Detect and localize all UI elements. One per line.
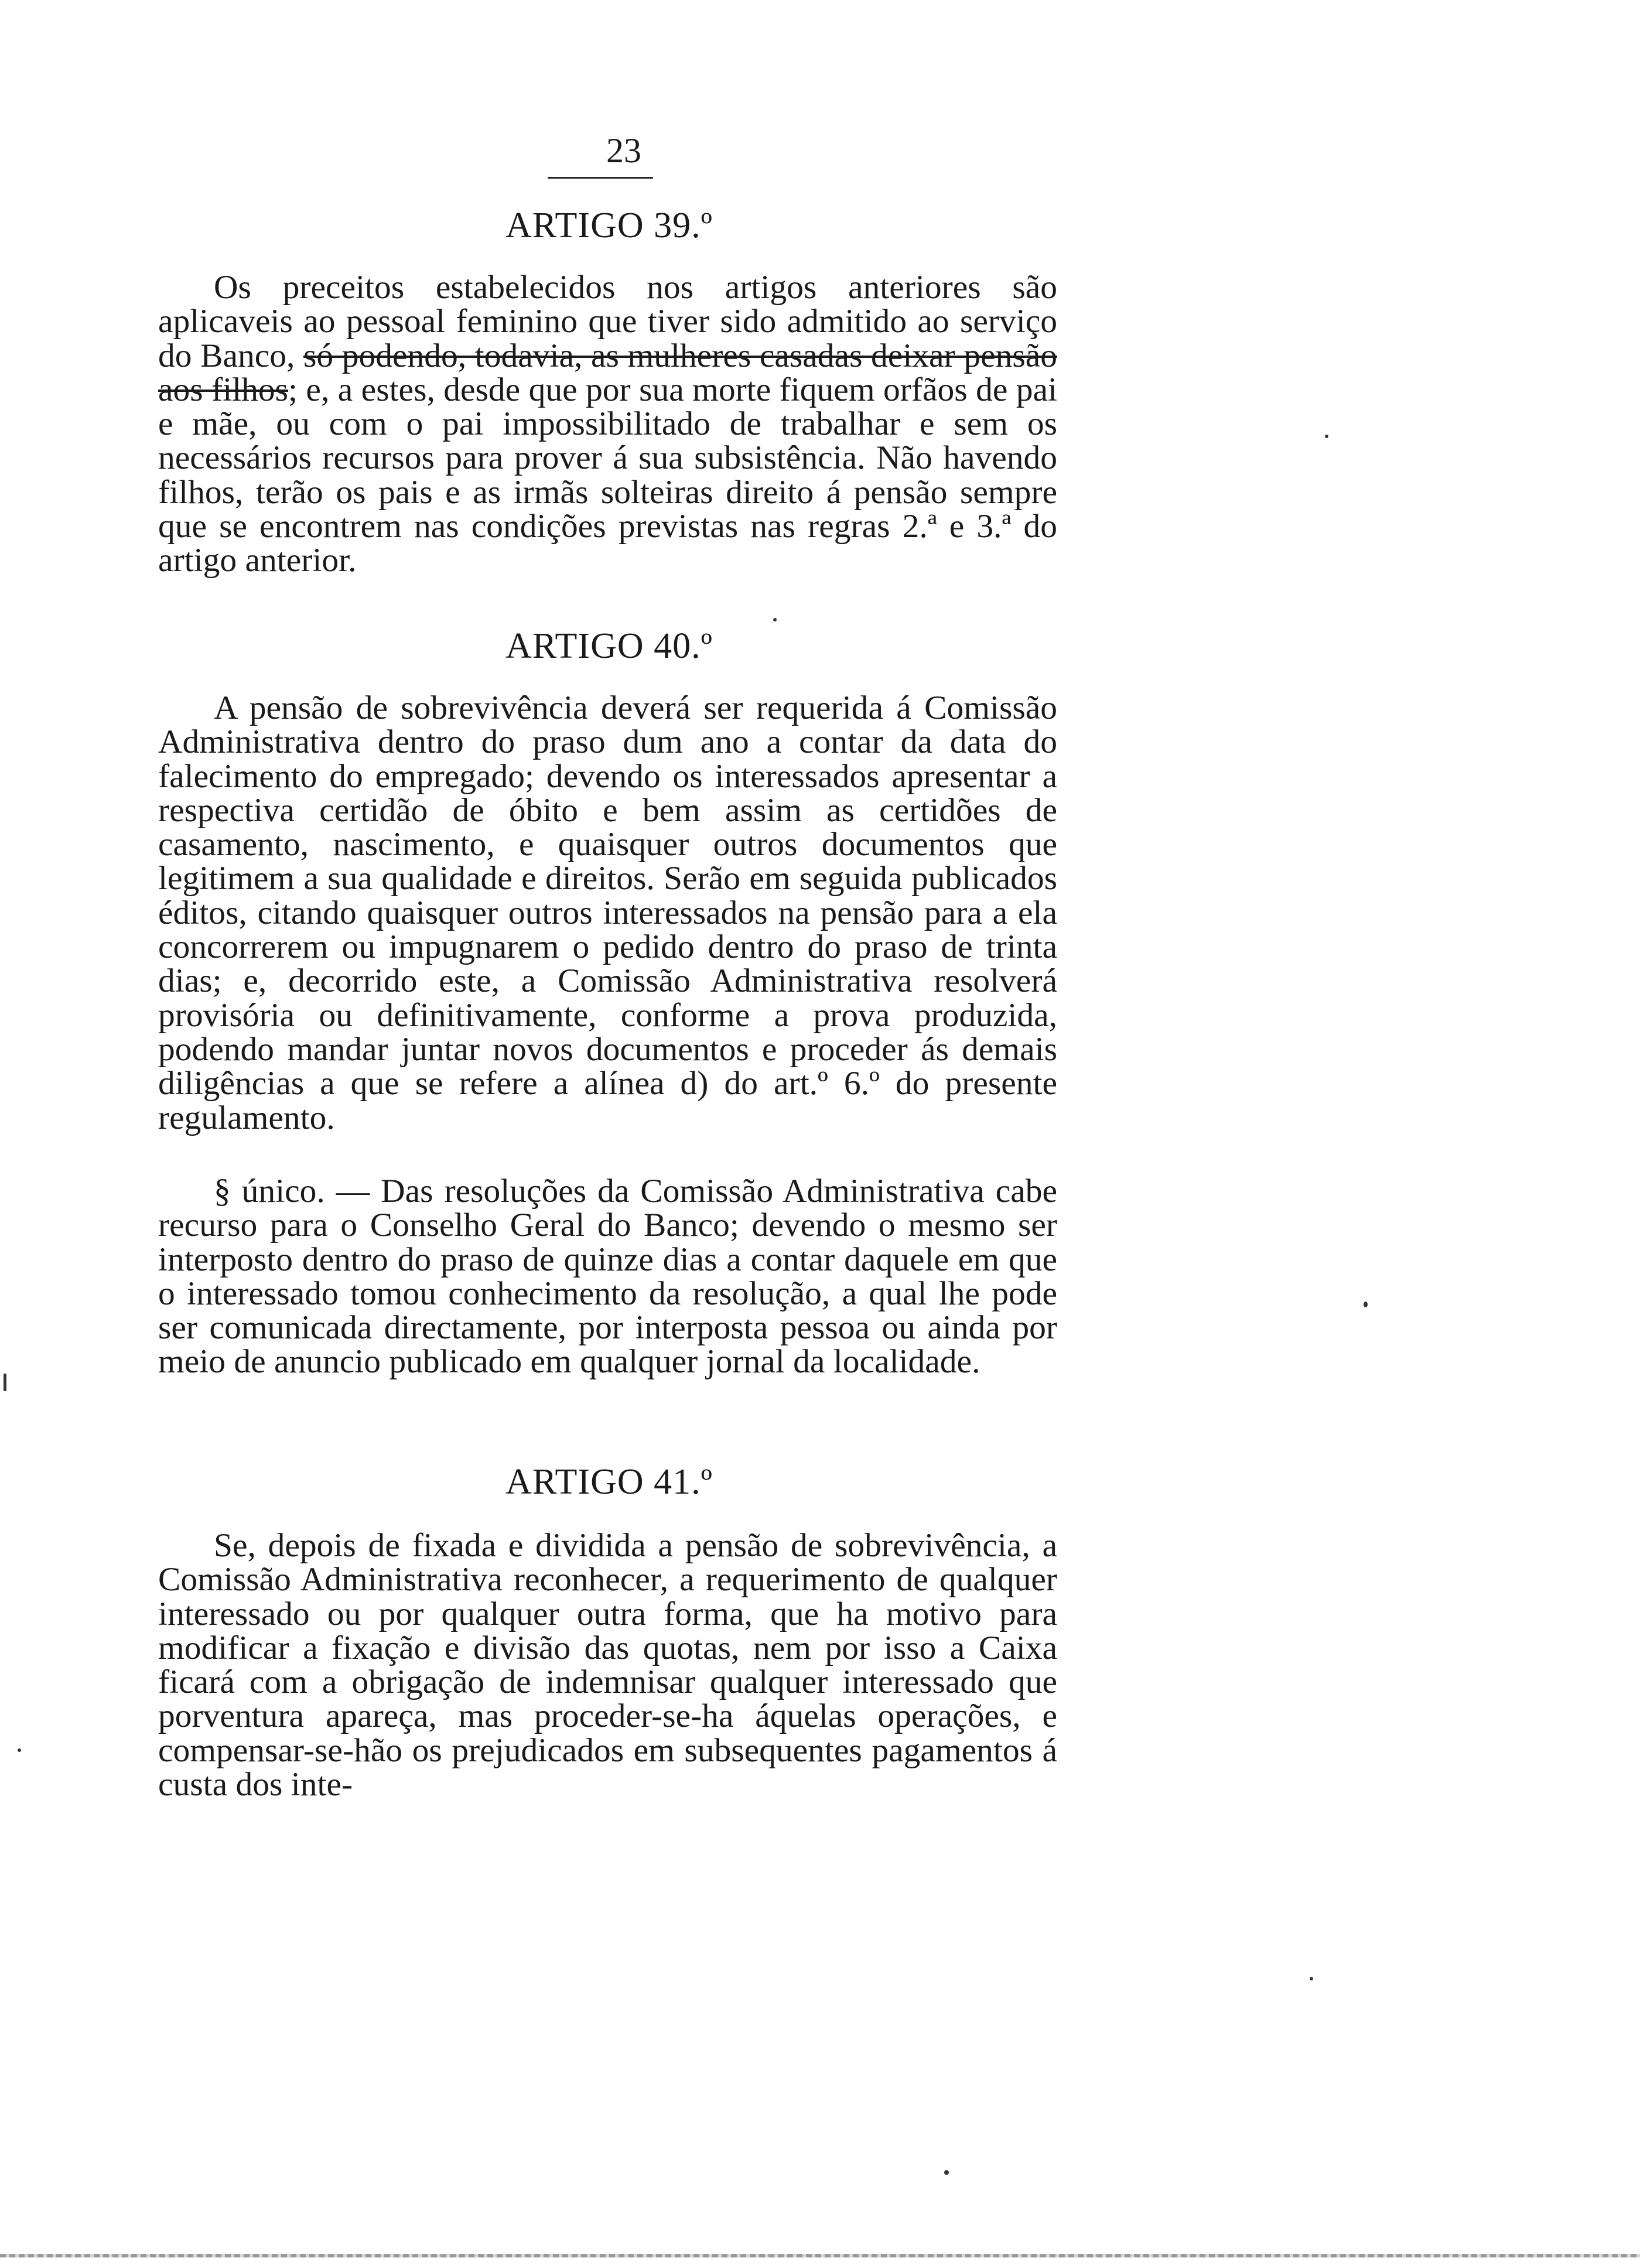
article-39-struck-text: só podendo, todavia, as mulheres casadas deixar pensão aos filhos xyxy=(158,337,1057,408)
scan-speck xyxy=(18,1748,21,1752)
scan-speck xyxy=(1310,1977,1313,1980)
scan-speck xyxy=(4,1374,6,1391)
article-39-text-start: Os preceitos estabelecidos nos artigos anteriores são aplicaveis ao pessoal feminino que tiver sido admitido ao serviço do Banco, xyxy=(158,269,1057,374)
article-39-body xyxy=(158,271,1057,578)
scan-speck xyxy=(1364,1302,1368,1307)
article-39-heading: ARTIGO 39.º xyxy=(505,206,713,245)
page-number: 23 xyxy=(606,131,641,170)
page-number-rule xyxy=(548,177,653,179)
article-39-text-end: ; e, a estes, desde que por sua morte fiquem orfãos de pai e mãe, ou com o pai impossibilitado de trabalhar e sem os necessários recursos para prover á sua subsistência. Não havendo filhos, terão os pais e as irmãs solteiras direito á pensão sempre que se encontrem nas condições previstas nas regras 2.ª e 3.ª do artigo anterior. xyxy=(158,371,1057,579)
article-41-heading: ARTIGO 41.º xyxy=(505,1462,713,1502)
scan-bottom-edge xyxy=(0,2254,1640,2257)
scan-speck xyxy=(773,618,777,621)
article-40-heading: ARTIGO 40.º xyxy=(505,626,713,666)
scan-speck xyxy=(1325,435,1328,438)
scan-speck xyxy=(944,2170,949,2175)
article-40-unico-paragraph: § único. — Das resoluções da Comissão Administrativa cabe recurso para o Conselho Geral do Banco; devendo o mesmo ser interposto dentro do praso de quinze dias a contar daquele em que o interessado tomou conhecimento da resolução, a qual lhe pode ser comunicada directamente, por interposta pessoa ou ainda por meio de anuncio publicado em qualquer jornal da localidade. xyxy=(158,1173,1057,1381)
article-40-body: A pensão de sobrevivência deverá ser requerida á Comissão Administrativa dentro do praso dum ano a contar da data do falecimento do empregado; devendo os interessados apresentar a respectiva certidão de óbito e bem assim as certidões de casamento, nascimento, e quaisquer outros documentos que legitimem a sua qualidade e direitos. Serão em seguida publicados éditos, citando quaisquer outros interessados na pensão para a ela concorrerem ou impugnarem o pedido dentro do praso de trinta dias; e, decorrido este, a Comissão Administrativa resolverá provisória ou definitivamente, conforme a prova produzida, podendo mandar juntar novos documentos e proceder ás demais diligências a que se refere a alínea d) do art.º 6.º do presente regulamento. xyxy=(158,689,1057,1136)
article-41-body: Se, depois de fixada e dividida a pensão de sobrevivência, a Comissão Administrativa reconhecer, a requerimento de qualquer interessado ou por qualquer outra forma, que ha motivo para modificar a fixação e divisão das quotas, nem por isso a Caixa ficará com a obrigação de indemnisar qualquer interessado que porventura apareça, mas proceder-se-ha áquelas operações, e compensar-se-hão os prejudicados em subsequentes pagamentos á custa dos inte- xyxy=(158,1527,1057,1804)
